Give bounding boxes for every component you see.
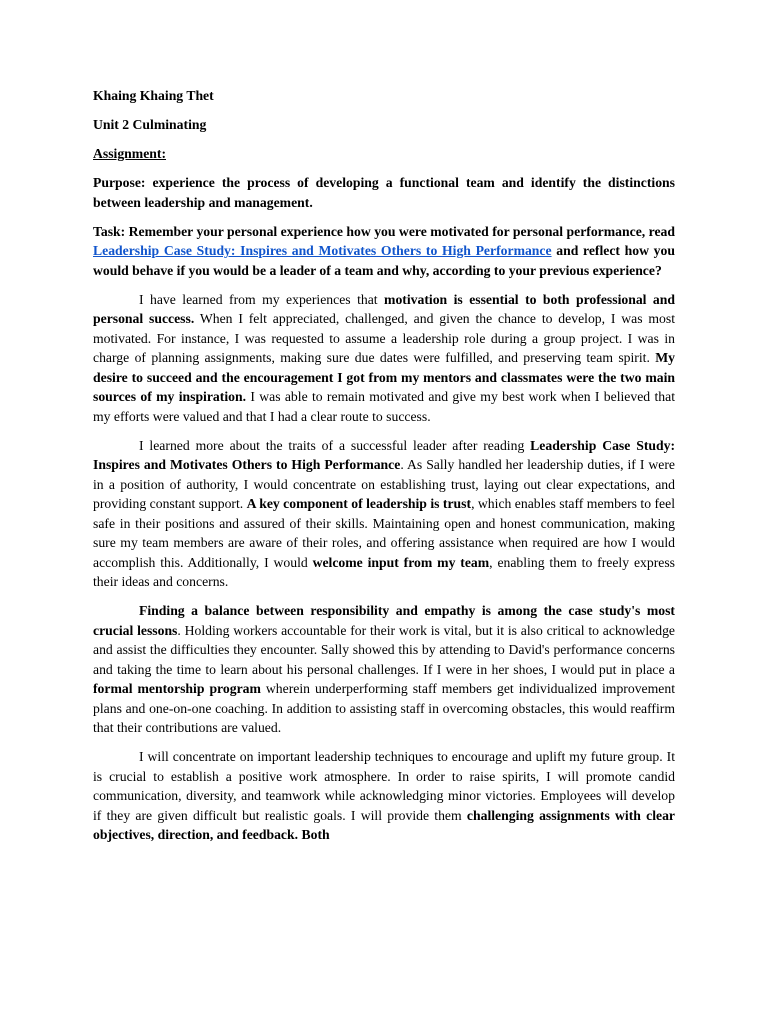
task-text-after: and reflect how you would behave if you would be a leader of a team and why, according to your previous experience? xyxy=(93,243,675,278)
p3-text-1: . Holding workers accountable for their work is vital, but it is also critical to acknowledge and assist the difficulties they encounter. Sally showed this by attending to David's performance concerns and taking the time to learn about his personal challenges. If I were in her shoes, I would put in place a xyxy=(93,622,675,677)
p1-text-1: I have learned from my experiences that xyxy=(139,291,385,307)
p1-text-3: I was able to remain motivated and give my best work when I believed that my efforts were valued and that I had a clear route to success. xyxy=(93,389,675,424)
unit-title: Unit 2 Culminating xyxy=(93,117,207,132)
purpose-paragraph xyxy=(93,173,675,212)
body-paragraph-4 xyxy=(93,747,675,845)
body-paragraph-1 xyxy=(93,290,675,427)
body-paragraph-2 xyxy=(93,436,675,592)
p3-bold-1: Finding a balance between responsibility and empathy is among the case study's most crucial lessons xyxy=(93,603,675,638)
p4-bold-1: challenging assignments with clear objectives, direction, and feedback. Both xyxy=(93,807,676,842)
purpose-text: experience the process of developing a functional team and identify the distinctions between leadership and management. xyxy=(93,175,675,210)
p2-text-2: . As Sally handled her leadership duties, if I were in a position of authority, I would concentrate on establishing trust, laying out clear expectations, and providing constant support. xyxy=(93,457,675,511)
p3-bold-2: formal mentorship program xyxy=(93,681,261,696)
p1-bold-2: My desire to succeed and the encouragement I got from my mentors and classmates were the two main sources of my inspiration. xyxy=(93,350,675,404)
p2-bold-2: A key component of leadership is trust xyxy=(246,496,472,511)
author-name: Khaing Khaing Thet xyxy=(93,88,214,103)
task-label: Task: xyxy=(93,223,126,239)
p2-bold-1: Leadership Case Study: Inspires and Motivates Others to High Performance xyxy=(93,437,676,472)
p2-text-3: , which enables staff members to feel safe in their positions and assured of their skills. Maintaining open and honest communication, making sure my team members are aware of their roles, and offering assistance when required are how I would accomplish this. Additionally, I would xyxy=(93,496,675,570)
p1-bold-1: motivation is essential to both professional and personal success. xyxy=(93,291,675,326)
p2-text-4: , enabling them to freely express their ideas and concerns. xyxy=(93,554,675,589)
assignment-heading: Assignment: xyxy=(93,146,167,161)
task-paragraph xyxy=(93,222,675,281)
p4-text-1: I will concentrate on important leadership techniques to encourage and uplift my future group. It is crucial to establish a positive work atmosphere. In order to raise spirits, I will promote candid communication, diversity, and teamwork while acknowledging minor victories. Employees will develop if they are given difficult but realistic goals. I will provide them xyxy=(93,749,675,823)
p1-text-2: When I felt appreciated, challenged, and given the chance to develop, I was most motivated. For instance, I was requested to assume a leadership role during a group project. I was in charge of planning assignments, making sure due dates were fulfilled, and preserving team spirit. xyxy=(93,311,675,365)
p2-text-1: I learned more about the traits of a successful leader after reading xyxy=(139,437,531,453)
p3-text-2: wherein underperforming staff members get individualized improvement plans and one-on-one coaching. In addition to assisting staff in overcoming obstacles, this would reaffirm that their contributions are valued. xyxy=(93,681,675,735)
body-paragraph-3 xyxy=(93,601,675,738)
document-body xyxy=(93,86,675,854)
p2-bold-3: welcome input from my team xyxy=(312,554,490,570)
task-text-before: Remember your personal experience how you were motivated for personal performance, read xyxy=(125,223,675,239)
case-study-link[interactable]: Leadership Case Study: Inspires and Motivates Others to High Performance xyxy=(93,243,552,258)
purpose-label: Purpose: xyxy=(93,175,146,190)
